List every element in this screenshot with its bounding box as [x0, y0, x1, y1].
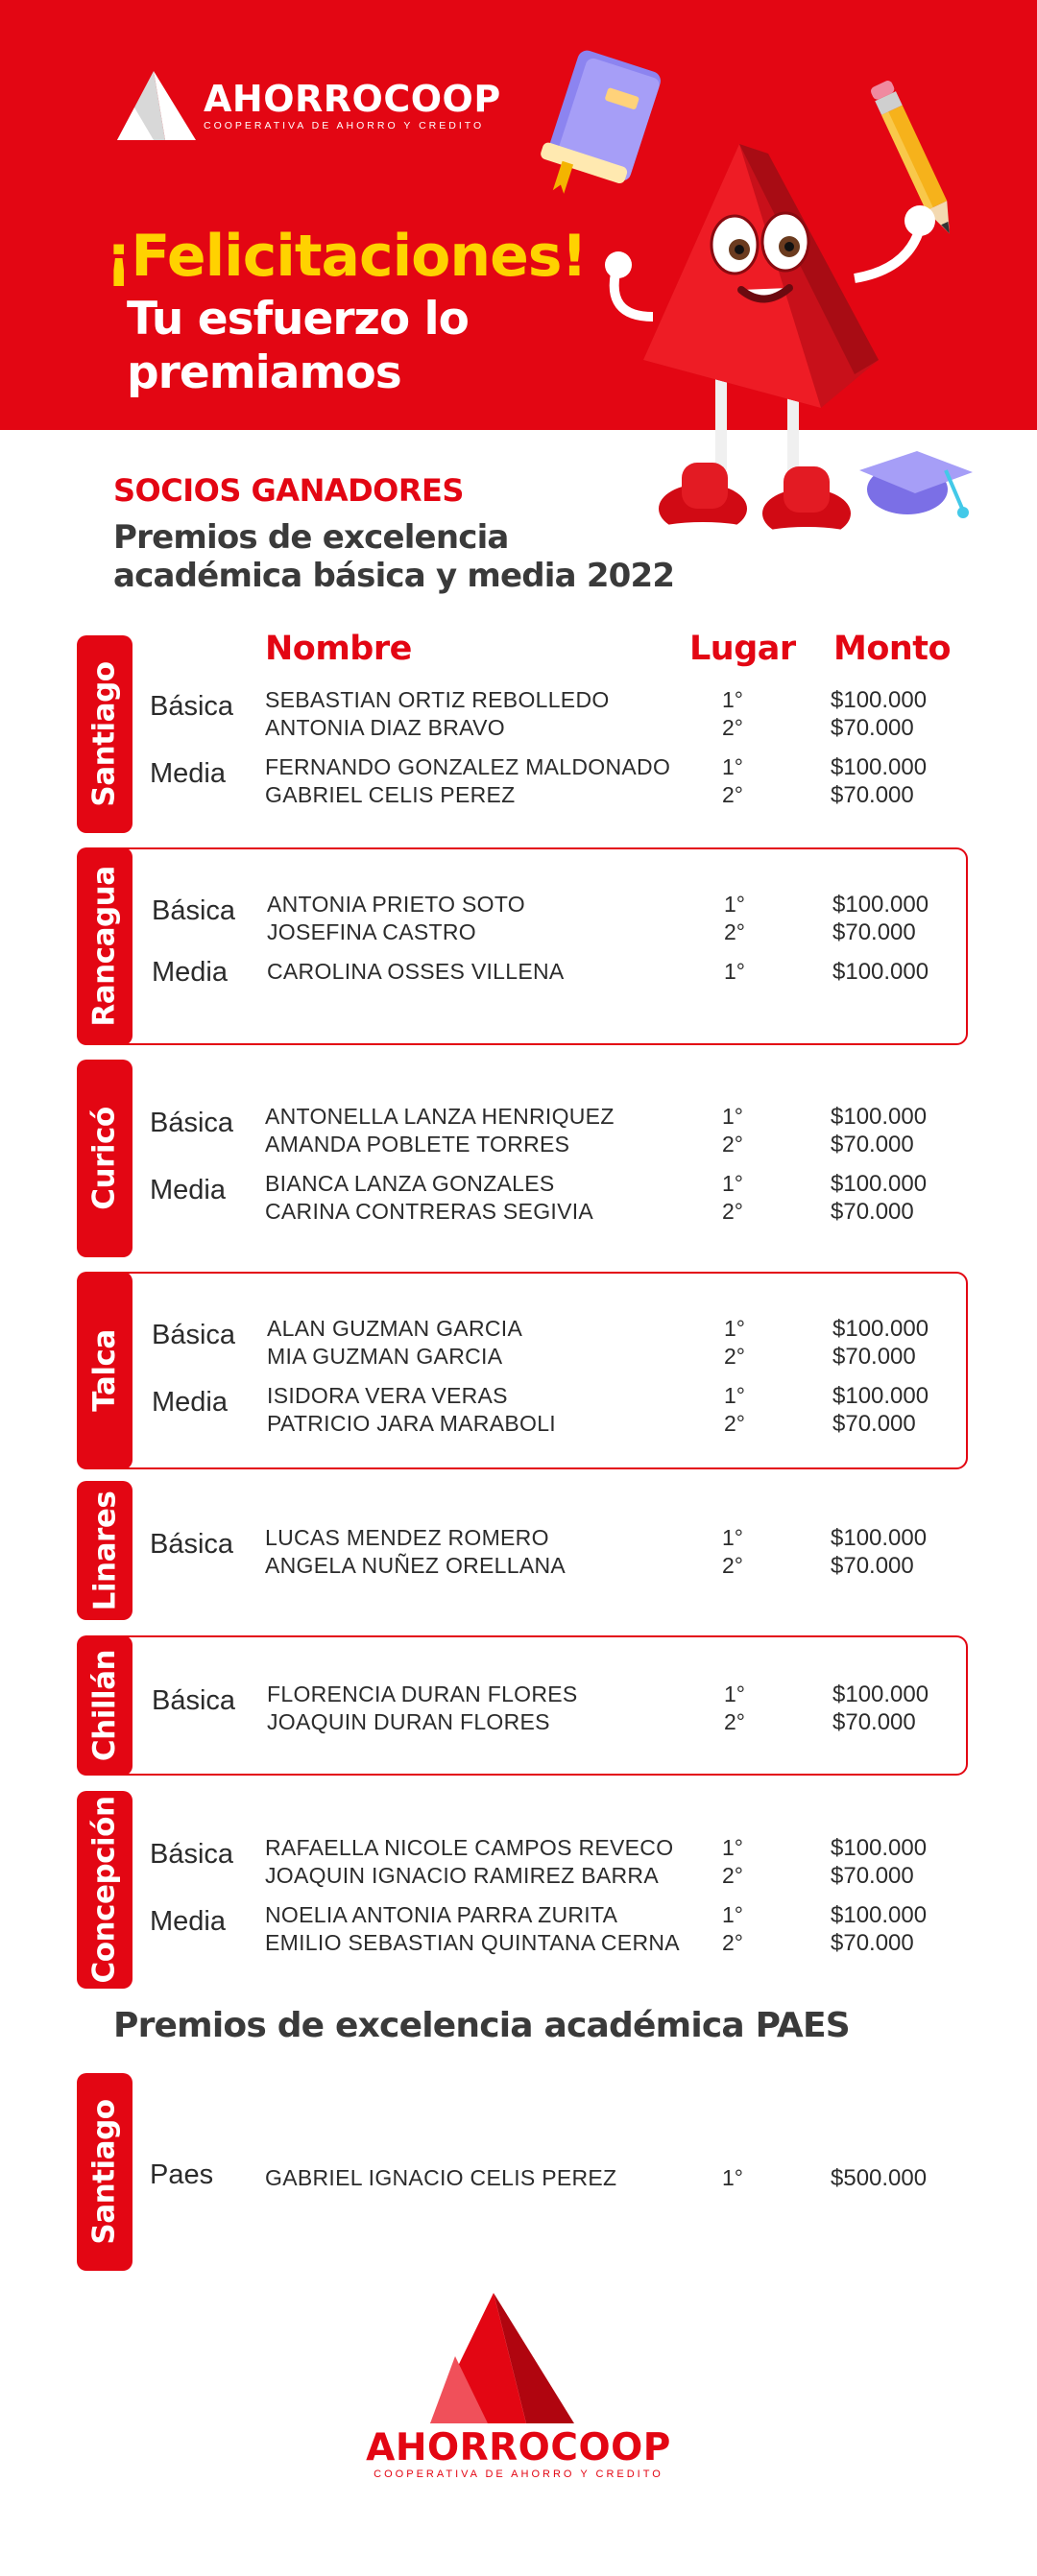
winner-place: 2°	[722, 1863, 743, 1888]
awards-title-line-1: Premios de excelencia	[113, 518, 509, 557]
section-talca	[77, 1272, 968, 1469]
level-label: Media	[152, 1387, 228, 1418]
winner-place: 1°	[724, 1682, 745, 1706]
table-row	[77, 754, 968, 782]
winner-place: 2°	[724, 1709, 745, 1734]
winner-name: MIA GUZMAN GARCIA	[267, 1344, 503, 1369]
winner-place: 1°	[722, 1902, 743, 1927]
section-paes-santiago	[77, 2073, 968, 2271]
winner-amount: $100.000	[831, 754, 928, 780]
city-label: Talca	[87, 1329, 122, 1412]
winner-name: ISIDORA VERA VERAS	[267, 1383, 508, 1408]
winner-amount: $100.000	[831, 1902, 928, 1928]
table-row	[77, 1171, 968, 1199]
city-label: Santiago	[87, 2099, 123, 2245]
winner-amount: $100.000	[832, 892, 929, 918]
winner-place: 1°	[722, 2165, 743, 2190]
table-row	[77, 1132, 968, 1159]
winner-name: ANTONIA PRIETO SOTO	[267, 892, 525, 917]
level-label: Media	[152, 957, 228, 988]
table-row	[79, 1411, 970, 1439]
table-row	[77, 715, 968, 743]
table-row	[79, 1682, 970, 1709]
awards-title-line-2: académica básica y media 2022	[113, 557, 675, 595]
winner-place: 1°	[724, 1383, 745, 1408]
winner-place: 1°	[722, 1104, 743, 1129]
winner-name: JOAQUIN IGNACIO RAMIREZ BARRA	[265, 1863, 659, 1888]
winners-kicker: SOCIOS GANADORES	[113, 472, 464, 509]
winner-amount: $70.000	[831, 715, 914, 741]
winner-place: 1°	[724, 892, 745, 917]
subheadline-line-1: Tu esfuerzo lo	[127, 293, 469, 346]
winner-name: GABRIEL CELIS PEREZ	[265, 782, 516, 807]
winner-name: CAROLINA OSSES VILLENA	[267, 959, 565, 984]
table-row	[79, 1344, 970, 1371]
winner-name: NOELIA ANTONIA PARRA ZURITA	[265, 1902, 618, 1927]
table-row	[77, 1199, 968, 1227]
winner-amount: $100.000	[832, 1316, 929, 1342]
level-label: Media	[150, 1906, 226, 1937]
city-label: Concepción	[87, 1796, 123, 1984]
section-linares	[77, 1481, 968, 1620]
level-label: Básica	[152, 1320, 236, 1350]
winner-amount: $70.000	[831, 782, 914, 808]
winner-name: EMILIO SEBASTIAN QUINTANA CERNA	[265, 1930, 680, 1955]
footer-brand-tagline: COOPERATIVA DE AHORRO Y CREDITO	[374, 2469, 663, 2480]
section-santiago	[77, 635, 968, 833]
winner-amount: $70.000	[831, 1132, 914, 1157]
winner-amount: $500.000	[831, 2165, 928, 2191]
subheadline	[127, 293, 469, 400]
winner-amount: $100.000	[832, 959, 929, 985]
winner-amount: $100.000	[832, 1383, 929, 1409]
winner-amount: $70.000	[832, 1344, 916, 1370]
winner-place: 1°	[724, 959, 745, 984]
winner-name: ANGELA NUÑEZ ORELLANA	[265, 1553, 567, 1578]
winner-name: PATRICIO JARA MARABOLI	[267, 1411, 556, 1436]
section-concepcion	[77, 1791, 968, 1989]
winner-place: 1°	[722, 754, 743, 779]
winner-amount: $100.000	[831, 1525, 928, 1551]
winner-place: 2°	[722, 1553, 743, 1578]
winner-name: RAFAELLA NICOLE CAMPOS REVECO	[265, 1835, 674, 1860]
winner-name: LUCAS MENDEZ ROMERO	[265, 1525, 549, 1550]
winner-name: FERNANDO GONZALEZ MALDONADO	[265, 754, 671, 779]
winner-amount: $70.000	[831, 1930, 914, 1956]
section-rancagua	[77, 847, 968, 1045]
level-label: Básica	[152, 1685, 236, 1716]
winner-name: ALAN GUZMAN GARCIA	[267, 1316, 523, 1341]
table-row	[79, 1383, 970, 1411]
winner-place: 2°	[722, 1930, 743, 1955]
table-row	[77, 1553, 968, 1581]
brand-logo	[115, 69, 501, 142]
winner-name: BIANCA LANZA GONZALES	[265, 1171, 555, 1196]
level-label: Básica	[150, 1839, 234, 1870]
headline: ¡Felicitaciones!	[106, 223, 587, 290]
winner-name: JOSEFINA CASTRO	[267, 919, 476, 944]
section-chillan	[77, 1635, 968, 1776]
winner-place: 2°	[724, 1411, 745, 1436]
winner-amount: $70.000	[831, 1863, 914, 1889]
winner-name: ANTONELLA LANZA HENRIQUEZ	[265, 1104, 615, 1129]
winner-amount: $100.000	[831, 1171, 928, 1197]
column-header-amount: Monto	[833, 630, 952, 668]
book-icon	[538, 46, 663, 211]
table-row	[77, 1930, 968, 1958]
winner-place: 2°	[722, 1199, 743, 1224]
table-row	[77, 2165, 968, 2193]
winner-name: GABRIEL IGNACIO CELIS PEREZ	[265, 2165, 617, 2190]
paes-title: Premios de excelencia académica PAES	[113, 2006, 850, 2045]
winner-place: 1°	[722, 687, 743, 712]
winner-amount: $100.000	[832, 1682, 929, 1707]
section-curico	[77, 1060, 968, 1257]
winner-name: AMANDA POBLETE TORRES	[265, 1132, 570, 1157]
winner-name: CARINA CONTRERAS SEGIVIA	[265, 1199, 594, 1224]
table-row	[79, 919, 970, 947]
winner-amount: $70.000	[832, 1411, 916, 1437]
winner-amount: $100.000	[831, 1104, 928, 1130]
level-label: Básica	[150, 1108, 234, 1138]
city-label: Santiago	[87, 661, 123, 807]
table-row	[77, 687, 968, 715]
ahorrocoop-logo-icon	[115, 69, 198, 142]
winner-name: SEBASTIAN ORTIZ REBOLLEDO	[265, 687, 610, 712]
city-label: Chillán	[87, 1649, 122, 1762]
winner-amount: $70.000	[832, 1709, 916, 1735]
column-header-place: Lugar	[689, 630, 796, 668]
winner-place: 1°	[722, 1171, 743, 1196]
level-label: Básica	[150, 1529, 234, 1560]
table-row	[77, 1863, 968, 1891]
level-label: Media	[150, 758, 226, 789]
graduation-cap-icon	[859, 451, 973, 518]
table-row	[77, 1525, 968, 1553]
winner-amount: $100.000	[831, 687, 928, 713]
level-label: Básica	[150, 691, 234, 722]
level-label: Media	[150, 1175, 226, 1205]
mascot-illustration	[538, 29, 979, 566]
winner-name: JOAQUIN DURAN FLORES	[267, 1709, 550, 1734]
table-row	[79, 892, 970, 919]
table-row	[79, 959, 970, 987]
brand-tagline: COOPERATIVA DE AHORRO Y CREDITO	[204, 120, 485, 131]
subheadline-line-2: premiamos	[127, 346, 401, 399]
winner-place: 2°	[722, 782, 743, 807]
winner-place: 2°	[724, 1344, 745, 1369]
table-row	[77, 782, 968, 810]
winner-place: 1°	[722, 1835, 743, 1860]
brand-name: AHORROCOOP	[204, 78, 501, 120]
winner-place: 1°	[722, 1525, 743, 1550]
city-label: Linares	[87, 1491, 123, 1610]
winner-amount: $70.000	[831, 1199, 914, 1225]
winner-amount: $100.000	[831, 1835, 928, 1861]
footer-brand-name: AHORROCOOP	[366, 2426, 671, 2469]
winner-place: 1°	[724, 1316, 745, 1341]
table-row	[77, 1104, 968, 1132]
table-row	[79, 1709, 970, 1737]
winner-place: 2°	[722, 715, 743, 740]
table-row	[79, 1316, 970, 1344]
city-label: Rancagua	[87, 866, 122, 1027]
level-label: Paes	[150, 2159, 214, 2190]
winner-name: FLORENCIA DURAN FLORES	[267, 1682, 578, 1706]
winner-amount: $70.000	[832, 919, 916, 945]
winner-amount: $70.000	[831, 1553, 914, 1579]
table-row	[77, 1835, 968, 1863]
city-label: Curicó	[87, 1107, 123, 1210]
awards-title	[113, 518, 674, 595]
level-label: Básica	[152, 895, 236, 926]
winner-name: ANTONIA DIAZ BRAVO	[265, 715, 505, 740]
column-header-name: Nombre	[265, 630, 412, 668]
table-row	[77, 1902, 968, 1930]
winner-place: 2°	[724, 919, 745, 944]
winner-place: 2°	[722, 1132, 743, 1157]
